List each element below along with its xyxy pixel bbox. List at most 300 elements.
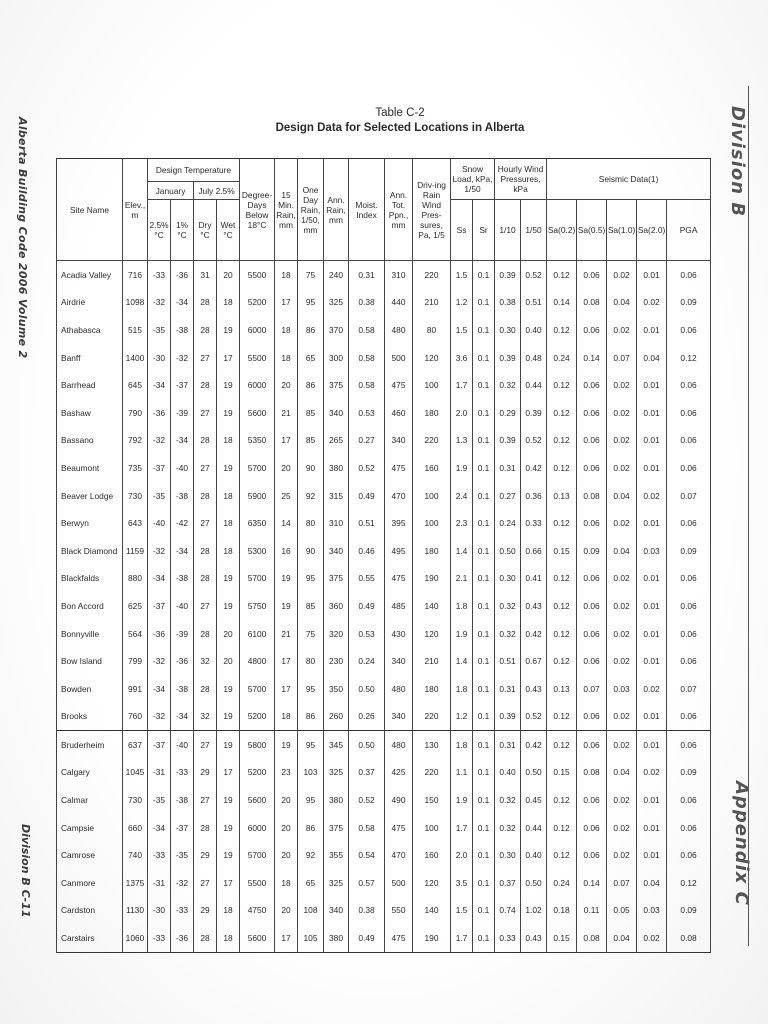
cell-dry: 28 <box>194 537 217 565</box>
cell-dd: 5200 <box>240 703 275 731</box>
cell-sr: 0.1 <box>473 620 495 648</box>
cell-moist: 0.52 <box>349 454 385 482</box>
cell-sa02: 0.12 <box>547 620 577 648</box>
cell-dd: 5500 <box>240 261 275 289</box>
cell-annrain: 310 <box>324 509 349 537</box>
cell-moist: 0.50 <box>349 675 385 703</box>
site-name-cell: Barrhead <box>57 371 123 399</box>
cell-sa05: 0.06 <box>577 620 607 648</box>
cell-dd: 5200 <box>240 289 275 317</box>
header-january: January <box>148 182 194 200</box>
header-july: July 2.5% <box>194 182 240 200</box>
cell-w10: 0.32 <box>495 371 521 399</box>
cell-w50: 0.42 <box>521 454 547 482</box>
cell-ss: 1.5 <box>451 261 473 289</box>
cell-oneday: 85 <box>298 592 324 620</box>
cell-sr: 0.1 <box>473 897 495 925</box>
cell-moist: 0.49 <box>349 592 385 620</box>
cell-sa02: 0.13 <box>547 482 577 510</box>
cell-ss: 3.5 <box>451 869 473 897</box>
cell-sr: 0.1 <box>473 814 495 842</box>
cell-annrain: 380 <box>324 454 349 482</box>
cell-anntot: 500 <box>385 869 413 897</box>
cell-wet: 19 <box>217 675 240 703</box>
cell-sa10: 0.02 <box>607 399 637 427</box>
table-row <box>57 509 711 537</box>
cell-pga: 0.06 <box>667 814 711 842</box>
header-sr: Sr <box>473 200 495 261</box>
cell-w10: 0.32 <box>495 786 521 814</box>
table-row <box>57 261 711 289</box>
cell-t25: -34 <box>148 814 171 842</box>
header-annual-rain: Ann. Rain, mm <box>324 159 349 261</box>
cell-moist: 0.57 <box>349 869 385 897</box>
cell-w10: 0.27 <box>495 482 521 510</box>
cell-wet: 18 <box>217 427 240 455</box>
cell-dd: 5300 <box>240 537 275 565</box>
cell-pga: 0.06 <box>667 620 711 648</box>
table-row <box>57 482 711 510</box>
cell-sa05: 0.06 <box>577 703 607 731</box>
cell-elev: 792 <box>123 427 148 455</box>
cell-wet: 19 <box>217 565 240 593</box>
cell-sa20: 0.03 <box>637 897 667 925</box>
cell-wet: 18 <box>217 537 240 565</box>
header-elevation: Elev., m <box>123 159 148 261</box>
site-name-cell: Black Diamond <box>57 537 123 565</box>
header-snow-load: Snow Load, kPa, 1/50 <box>451 159 495 200</box>
cell-min15: 19 <box>275 565 298 593</box>
cell-w10: 0.50 <box>495 537 521 565</box>
cell-min15: 20 <box>275 371 298 399</box>
cell-w10: 0.30 <box>495 316 521 344</box>
cell-sa10: 0.04 <box>607 482 637 510</box>
cell-w10: 0.40 <box>495 759 521 787</box>
cell-elev: 515 <box>123 316 148 344</box>
header-hourly-wind: Hourly Wind Pressures, kPa <box>495 159 547 200</box>
cell-oneday: 105 <box>298 924 324 952</box>
cell-dd: 4800 <box>240 647 275 675</box>
cell-sa05: 0.06 <box>577 316 607 344</box>
cell-sa10: 0.02 <box>607 565 637 593</box>
header-sa-2-0: Sa(2.0) <box>637 200 667 261</box>
table-container <box>56 158 710 953</box>
cell-ss: 1.8 <box>451 592 473 620</box>
cell-sa20: 0.01 <box>637 814 667 842</box>
cell-moist: 0.58 <box>349 371 385 399</box>
cell-annrain: 260 <box>324 703 349 731</box>
cell-sa05: 0.14 <box>577 869 607 897</box>
site-name-cell: Calgary <box>57 759 123 787</box>
cell-ss: 1.9 <box>451 786 473 814</box>
cell-sa20: 0.01 <box>637 841 667 869</box>
cell-min15: 20 <box>275 786 298 814</box>
cell-pga: 0.06 <box>667 565 711 593</box>
cell-ss: 1.7 <box>451 814 473 842</box>
header-driving-rain: Driv-ing Rain Wind Pres-sures, Pa, 1/5 <box>413 159 451 261</box>
cell-w10: 0.31 <box>495 675 521 703</box>
cell-w50: 0.51 <box>521 289 547 317</box>
cell-t25: -34 <box>148 371 171 399</box>
cell-dd: 6000 <box>240 814 275 842</box>
cell-dry: 32 <box>194 703 217 731</box>
cell-drive: 220 <box>413 427 451 455</box>
header-15-min-rain: 15 Min. Rain, mm <box>275 159 298 261</box>
cell-wet: 20 <box>217 620 240 648</box>
cell-oneday: 80 <box>298 647 324 675</box>
cell-pga: 0.06 <box>667 454 711 482</box>
cell-sa05: 0.08 <box>577 759 607 787</box>
cell-w50: 0.45 <box>521 786 547 814</box>
cell-anntot: 310 <box>385 261 413 289</box>
cell-sa05: 0.06 <box>577 565 607 593</box>
site-name-cell: Camrose <box>57 841 123 869</box>
cell-moist: 0.58 <box>349 316 385 344</box>
cell-sa20: 0.01 <box>637 427 667 455</box>
cell-sa05: 0.06 <box>577 399 607 427</box>
header-wind-1-50: 1/50 <box>521 200 547 261</box>
cell-moist: 0.37 <box>349 759 385 787</box>
table-row <box>57 647 711 675</box>
cell-drive: 180 <box>413 675 451 703</box>
cell-t1: -40 <box>171 454 194 482</box>
cell-sa02: 0.12 <box>547 509 577 537</box>
cell-w50: 0.48 <box>521 344 547 372</box>
cell-t25: -32 <box>148 537 171 565</box>
cell-wet: 19 <box>217 841 240 869</box>
cell-w50: 0.44 <box>521 371 547 399</box>
cell-w50: 0.43 <box>521 675 547 703</box>
cell-dry: 28 <box>194 924 217 952</box>
cell-w50: 0.43 <box>521 592 547 620</box>
cell-dry: 27 <box>194 731 217 759</box>
cell-sr: 0.1 <box>473 731 495 759</box>
cell-drive: 80 <box>413 316 451 344</box>
cell-ss: 2.0 <box>451 841 473 869</box>
cell-t1: -39 <box>171 399 194 427</box>
table-row <box>57 841 711 869</box>
cell-dd: 5350 <box>240 427 275 455</box>
cell-anntot: 490 <box>385 786 413 814</box>
cell-w50: 0.41 <box>521 565 547 593</box>
cell-sa20: 0.04 <box>637 869 667 897</box>
table-row <box>57 786 711 814</box>
cell-sr: 0.1 <box>473 786 495 814</box>
site-name-cell: Beaumont <box>57 454 123 482</box>
cell-anntot: 475 <box>385 565 413 593</box>
cell-sa02: 0.24 <box>547 344 577 372</box>
table-row <box>57 592 711 620</box>
cell-t25: -32 <box>148 427 171 455</box>
cell-w50: 0.42 <box>521 731 547 759</box>
cell-anntot: 500 <box>385 344 413 372</box>
cell-t1: -36 <box>171 924 194 952</box>
cell-w10: 0.31 <box>495 731 521 759</box>
cell-dry: 28 <box>194 316 217 344</box>
cell-sa02: 0.12 <box>547 647 577 675</box>
cell-elev: 790 <box>123 399 148 427</box>
cell-moist: 0.27 <box>349 427 385 455</box>
cell-pga: 0.06 <box>667 427 711 455</box>
cell-elev: 1400 <box>123 344 148 372</box>
cell-annrain: 230 <box>324 647 349 675</box>
cell-ss: 2.4 <box>451 482 473 510</box>
cell-sa05: 0.06 <box>577 731 607 759</box>
cell-oneday: 65 <box>298 869 324 897</box>
table-body <box>57 261 711 953</box>
cell-sa20: 0.02 <box>637 924 667 952</box>
cell-w50: 0.50 <box>521 759 547 787</box>
cell-oneday: 95 <box>298 289 324 317</box>
cell-pga: 0.06 <box>667 371 711 399</box>
site-name-cell: Airdrie <box>57 289 123 317</box>
header-moisture-index: Moist. Index <box>349 159 385 261</box>
cell-t25: -30 <box>148 897 171 925</box>
cell-ss: 1.8 <box>451 675 473 703</box>
cell-sa10: 0.04 <box>607 289 637 317</box>
site-name-cell: Bowden <box>57 675 123 703</box>
cell-pga: 0.06 <box>667 261 711 289</box>
cell-sa02: 0.12 <box>547 786 577 814</box>
cell-sr: 0.1 <box>473 924 495 952</box>
cell-ss: 1.9 <box>451 620 473 648</box>
cell-anntot: 480 <box>385 316 413 344</box>
cell-dd: 5800 <box>240 731 275 759</box>
cell-sr: 0.1 <box>473 759 495 787</box>
cell-elev: 730 <box>123 786 148 814</box>
cell-sa02: 0.12 <box>547 316 577 344</box>
cell-pga: 0.09 <box>667 897 711 925</box>
cell-pga: 0.06 <box>667 647 711 675</box>
cell-sa02: 0.12 <box>547 814 577 842</box>
cell-t1: -32 <box>171 869 194 897</box>
cell-dd: 5700 <box>240 675 275 703</box>
cell-min15: 18 <box>275 316 298 344</box>
cell-sa05: 0.06 <box>577 592 607 620</box>
cell-ss: 1.2 <box>451 703 473 731</box>
cell-anntot: 475 <box>385 371 413 399</box>
cell-moist: 0.49 <box>349 924 385 952</box>
cell-sa20: 0.01 <box>637 647 667 675</box>
cell-drive: 100 <box>413 509 451 537</box>
cell-pga: 0.06 <box>667 786 711 814</box>
site-name-cell: Cardston <box>57 897 123 925</box>
cell-wet: 19 <box>217 399 240 427</box>
cell-t1: -34 <box>171 427 194 455</box>
cell-w50: 0.52 <box>521 261 547 289</box>
cell-t25: -32 <box>148 289 171 317</box>
cell-sa10: 0.02 <box>607 703 637 731</box>
table-row <box>57 289 711 317</box>
cell-annrain: 380 <box>324 924 349 952</box>
cell-sa05: 0.06 <box>577 454 607 482</box>
cell-annrain: 375 <box>324 814 349 842</box>
cell-sa10: 0.02 <box>607 427 637 455</box>
cell-oneday: 85 <box>298 399 324 427</box>
cell-min15: 17 <box>275 427 298 455</box>
cell-wet: 18 <box>217 509 240 537</box>
table-row <box>57 759 711 787</box>
cell-drive: 190 <box>413 565 451 593</box>
cell-sa05: 0.06 <box>577 427 607 455</box>
cell-sa20: 0.01 <box>637 316 667 344</box>
table-row <box>57 537 711 565</box>
cell-t1: -34 <box>171 537 194 565</box>
cell-dry: 27 <box>194 786 217 814</box>
cell-anntot: 340 <box>385 703 413 731</box>
cell-sa10: 0.02 <box>607 647 637 675</box>
cell-sa10: 0.02 <box>607 814 637 842</box>
cell-oneday: 86 <box>298 316 324 344</box>
cell-dd: 5600 <box>240 786 275 814</box>
table-row <box>57 454 711 482</box>
cell-drive: 140 <box>413 897 451 925</box>
cell-annrain: 345 <box>324 731 349 759</box>
cell-dry: 28 <box>194 482 217 510</box>
cell-pga: 0.06 <box>667 399 711 427</box>
cell-sa05: 0.08 <box>577 924 607 952</box>
cell-sa05: 0.14 <box>577 344 607 372</box>
cell-elev: 1130 <box>123 897 148 925</box>
cell-w10: 0.32 <box>495 592 521 620</box>
cell-drive: 140 <box>413 592 451 620</box>
cell-sa05: 0.06 <box>577 509 607 537</box>
cell-ss: 2.1 <box>451 565 473 593</box>
cell-t25: -31 <box>148 869 171 897</box>
cell-sa20: 0.02 <box>637 759 667 787</box>
cell-dd: 5500 <box>240 344 275 372</box>
cell-oneday: 86 <box>298 371 324 399</box>
cell-drive: 190 <box>413 924 451 952</box>
cell-sa02: 0.14 <box>547 289 577 317</box>
cell-dry: 28 <box>194 675 217 703</box>
cell-oneday: 65 <box>298 344 324 372</box>
cell-pga: 0.06 <box>667 703 711 731</box>
cell-sa02: 0.12 <box>547 565 577 593</box>
cell-annrain: 350 <box>324 675 349 703</box>
cell-pga: 0.09 <box>667 759 711 787</box>
cell-anntot: 430 <box>385 620 413 648</box>
cell-sa10: 0.02 <box>607 841 637 869</box>
table-row <box>57 869 711 897</box>
cell-drive: 210 <box>413 289 451 317</box>
table-row <box>57 897 711 925</box>
cell-oneday: 80 <box>298 509 324 537</box>
cell-w10: 0.38 <box>495 289 521 317</box>
cell-wet: 19 <box>217 592 240 620</box>
cell-pga: 0.09 <box>667 289 711 317</box>
cell-dry: 28 <box>194 814 217 842</box>
cell-elev: 1375 <box>123 869 148 897</box>
cell-pga: 0.07 <box>667 482 711 510</box>
cell-sa20: 0.03 <box>637 537 667 565</box>
cell-sa05: 0.09 <box>577 537 607 565</box>
cell-t25: -32 <box>148 647 171 675</box>
cell-sa02: 0.12 <box>547 841 577 869</box>
cell-annrain: 300 <box>324 344 349 372</box>
cell-min15: 20 <box>275 897 298 925</box>
cell-moist: 0.54 <box>349 841 385 869</box>
cell-oneday: 86 <box>298 703 324 731</box>
cell-t25: -36 <box>148 620 171 648</box>
cell-sa10: 0.02 <box>607 316 637 344</box>
cell-min15: 17 <box>275 924 298 952</box>
cell-moist: 0.55 <box>349 565 385 593</box>
cell-min15: 14 <box>275 509 298 537</box>
cell-wet: 20 <box>217 647 240 675</box>
site-name-cell: Blackfalds <box>57 565 123 593</box>
cell-sa02: 0.12 <box>547 703 577 731</box>
header-t1: 1% °C <box>171 200 194 261</box>
cell-min15: 19 <box>275 592 298 620</box>
cell-drive: 120 <box>413 344 451 372</box>
site-name-cell: Canmore <box>57 869 123 897</box>
cell-w50: 0.50 <box>521 869 547 897</box>
cell-sa20: 0.01 <box>637 371 667 399</box>
cell-oneday: 90 <box>298 454 324 482</box>
cell-t25: -37 <box>148 592 171 620</box>
cell-min15: 20 <box>275 814 298 842</box>
cell-sr: 0.1 <box>473 565 495 593</box>
cell-moist: 0.52 <box>349 786 385 814</box>
cell-t1: -40 <box>171 592 194 620</box>
cell-dd: 5500 <box>240 869 275 897</box>
cell-sa02: 0.12 <box>547 371 577 399</box>
cell-t25: -33 <box>148 841 171 869</box>
page-number: Division B C-11 <box>19 824 32 918</box>
cell-w10: 0.39 <box>495 261 521 289</box>
table-row <box>57 703 711 731</box>
cell-dry: 27 <box>194 509 217 537</box>
cell-sa10: 0.02 <box>607 731 637 759</box>
cell-dry: 28 <box>194 427 217 455</box>
cell-t25: -34 <box>148 675 171 703</box>
cell-sa05: 0.06 <box>577 371 607 399</box>
cell-elev: 799 <box>123 647 148 675</box>
cell-ss: 1.1 <box>451 759 473 787</box>
cell-w50: 0.42 <box>521 620 547 648</box>
cell-oneday: 75 <box>298 620 324 648</box>
cell-sa05: 0.07 <box>577 675 607 703</box>
cell-wet: 19 <box>217 371 240 399</box>
cell-wet: 19 <box>217 316 240 344</box>
header-sa-0-5: Sa(0.5) <box>577 200 607 261</box>
cell-min15: 20 <box>275 454 298 482</box>
header-t25: 2.5% °C <box>148 200 171 261</box>
cell-sa05: 0.08 <box>577 482 607 510</box>
cell-w50: 0.39 <box>521 399 547 427</box>
cell-anntot: 495 <box>385 537 413 565</box>
cell-sa02: 0.18 <box>547 897 577 925</box>
cell-sa20: 0.02 <box>637 289 667 317</box>
cell-drive: 220 <box>413 703 451 731</box>
cell-drive: 210 <box>413 647 451 675</box>
cell-elev: 637 <box>123 731 148 759</box>
cell-min15: 17 <box>275 289 298 317</box>
cell-wet: 19 <box>217 731 240 759</box>
cell-annrain: 355 <box>324 841 349 869</box>
table-title <box>225 106 575 136</box>
cell-ss: 1.5 <box>451 897 473 925</box>
cell-wet: 19 <box>217 786 240 814</box>
cell-t1: -38 <box>171 482 194 510</box>
cell-t25: -35 <box>148 482 171 510</box>
cell-pga: 0.07 <box>667 675 711 703</box>
design-data-table <box>56 158 711 953</box>
cell-oneday: 108 <box>298 897 324 925</box>
cell-dd: 6000 <box>240 371 275 399</box>
cell-elev: 760 <box>123 703 148 731</box>
